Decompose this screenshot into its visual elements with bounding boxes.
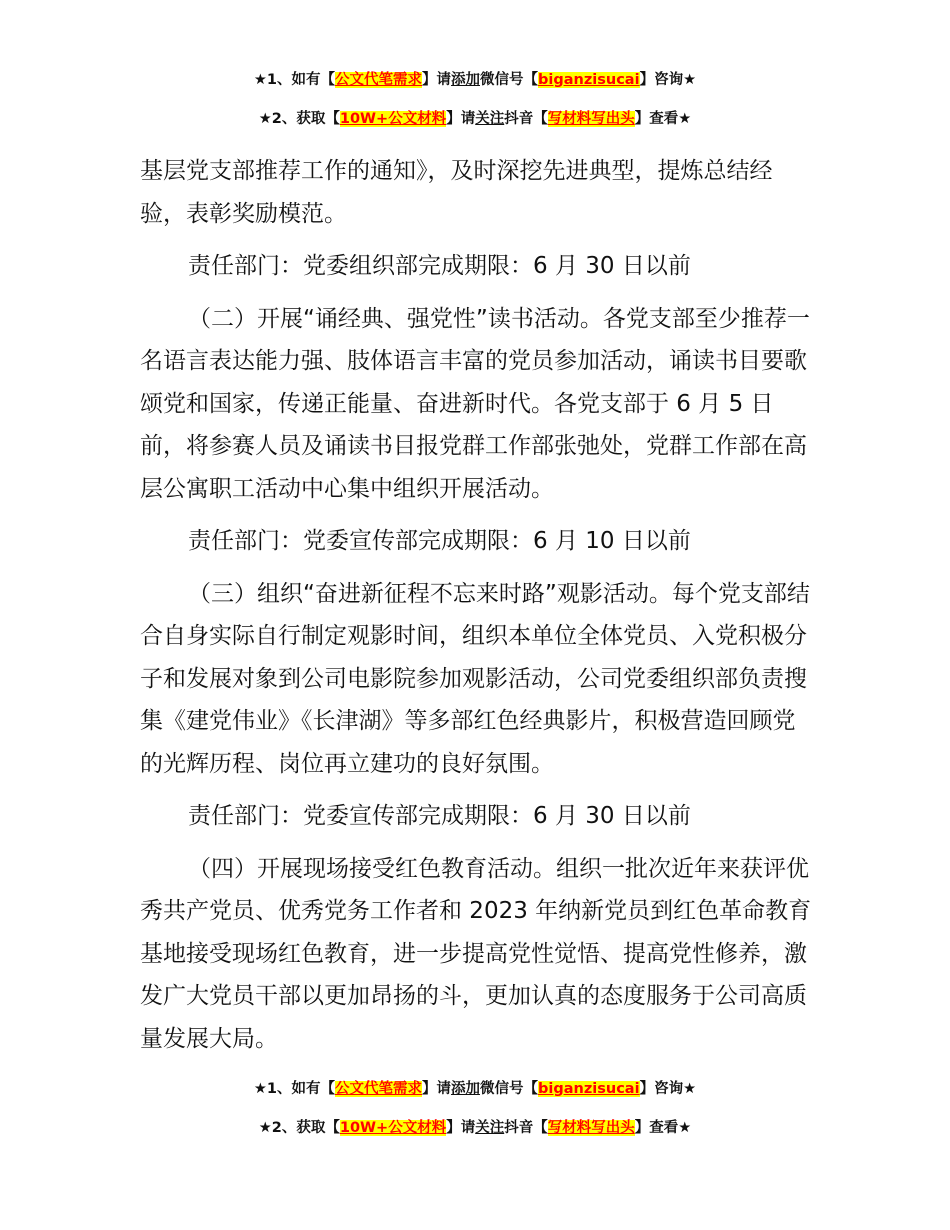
banner-text: ★1、如有【 bbox=[253, 72, 336, 88]
highlight-service: 公文代笔需求 bbox=[335, 1081, 423, 1097]
paragraph-red-education: （四）开展现场接受红色教育活动。组织一批次近年来获评优秀共产党员、优秀党务工作者和 2023 年纳新党员到红色革命教育基地接受现场红色教育，进一步提高党性觉悟、提高党性修养，激发广大党员干部以更加昂扬的斗，更加认真的态度服务于公司高质量发展大局。 bbox=[140, 855, 812, 1052]
header-ad-line-2 bbox=[0, 107, 950, 128]
highlight-wechat-id: biganzisucai bbox=[538, 1081, 640, 1097]
banner-text: 】请 bbox=[446, 111, 476, 127]
banner-text: 】查看★ bbox=[634, 1120, 692, 1136]
banner-text: ★2、获取【 bbox=[258, 1120, 340, 1136]
paragraph-continuation: 基层党支部推荐工作的通知》，及时深挖先进典型，提炼总结经验，表彰奖励模范。 bbox=[140, 158, 773, 227]
underlined-follow: 关注 bbox=[475, 1120, 505, 1136]
banner-text: ★2、获取【 bbox=[258, 111, 340, 127]
footer-ad-line-2 bbox=[0, 1116, 950, 1137]
banner-text: 抖音【 bbox=[504, 111, 548, 127]
banner-text: 抖音【 bbox=[504, 1120, 548, 1136]
underlined-follow: 关注 bbox=[475, 111, 505, 127]
banner-text: 】咨询★ bbox=[639, 1081, 697, 1097]
banner-text: 】查看★ bbox=[634, 111, 692, 127]
responsibility-line-1: 责任部门：党委组织部完成期限：6 月 30 日以前 bbox=[188, 253, 691, 279]
responsibility-line-2: 责任部门：党委宣传部完成期限：6 月 10 日以前 bbox=[188, 528, 691, 554]
underlined-add: 添加 bbox=[451, 72, 481, 88]
paragraph-reading-activity: （二）开展“诵经典、强党性”读书活动。各党支部至少推荐一名语言表达能力强、肢体语言丰富的党员参加活动，诵读书目要歌颂党和国家，传递正能量、奋进新时代。各党支部于 6 月 5 日前，将参赛人员及诵读书目报党群工作部张弛处，党群工作部在高层公寓职工活动中心集中组织开展活动。 bbox=[140, 305, 810, 502]
banner-text: 】请 bbox=[422, 1081, 452, 1097]
header-ad-line-1 bbox=[0, 68, 950, 89]
banner-text: ★1、如有【 bbox=[253, 1081, 336, 1097]
responsibility-line-3: 责任部门：党委宣传部完成期限：6 月 30 日以前 bbox=[188, 803, 691, 829]
document-body bbox=[140, 150, 812, 1060]
paragraph-film-activity: （三）组织“奋进新征程不忘来时路”观影活动。每个党支部结合自身实际自行制定观影时间，组织本单位全体党员、入党积极分子和发展对象到公司电影院参加观影活动，公司党委组织部负责搜集《建党伟业》《长津湖》等多部红色经典影片，积极营造回顾党的光辉历程、岗位再立建功的良好氛围。 bbox=[140, 580, 810, 777]
highlight-service: 公文代笔需求 bbox=[335, 72, 423, 88]
highlight-materials: 10W+公文材料 bbox=[339, 111, 447, 127]
banner-text: 微信号【 bbox=[480, 72, 539, 88]
highlight-wechat-id: biganzisucai bbox=[538, 72, 640, 88]
banner-text: 】请 bbox=[422, 72, 452, 88]
highlight-materials: 10W+公文材料 bbox=[339, 1120, 447, 1136]
highlight-douyin-id: 写材料写出头 bbox=[547, 1120, 635, 1136]
underlined-add: 添加 bbox=[451, 1081, 481, 1097]
banner-text: 微信号【 bbox=[480, 1081, 539, 1097]
highlight-douyin-id: 写材料写出头 bbox=[547, 111, 635, 127]
banner-text: 】咨询★ bbox=[639, 72, 697, 88]
banner-text: 】请 bbox=[446, 1120, 476, 1136]
footer-ad-line-1 bbox=[0, 1077, 950, 1098]
